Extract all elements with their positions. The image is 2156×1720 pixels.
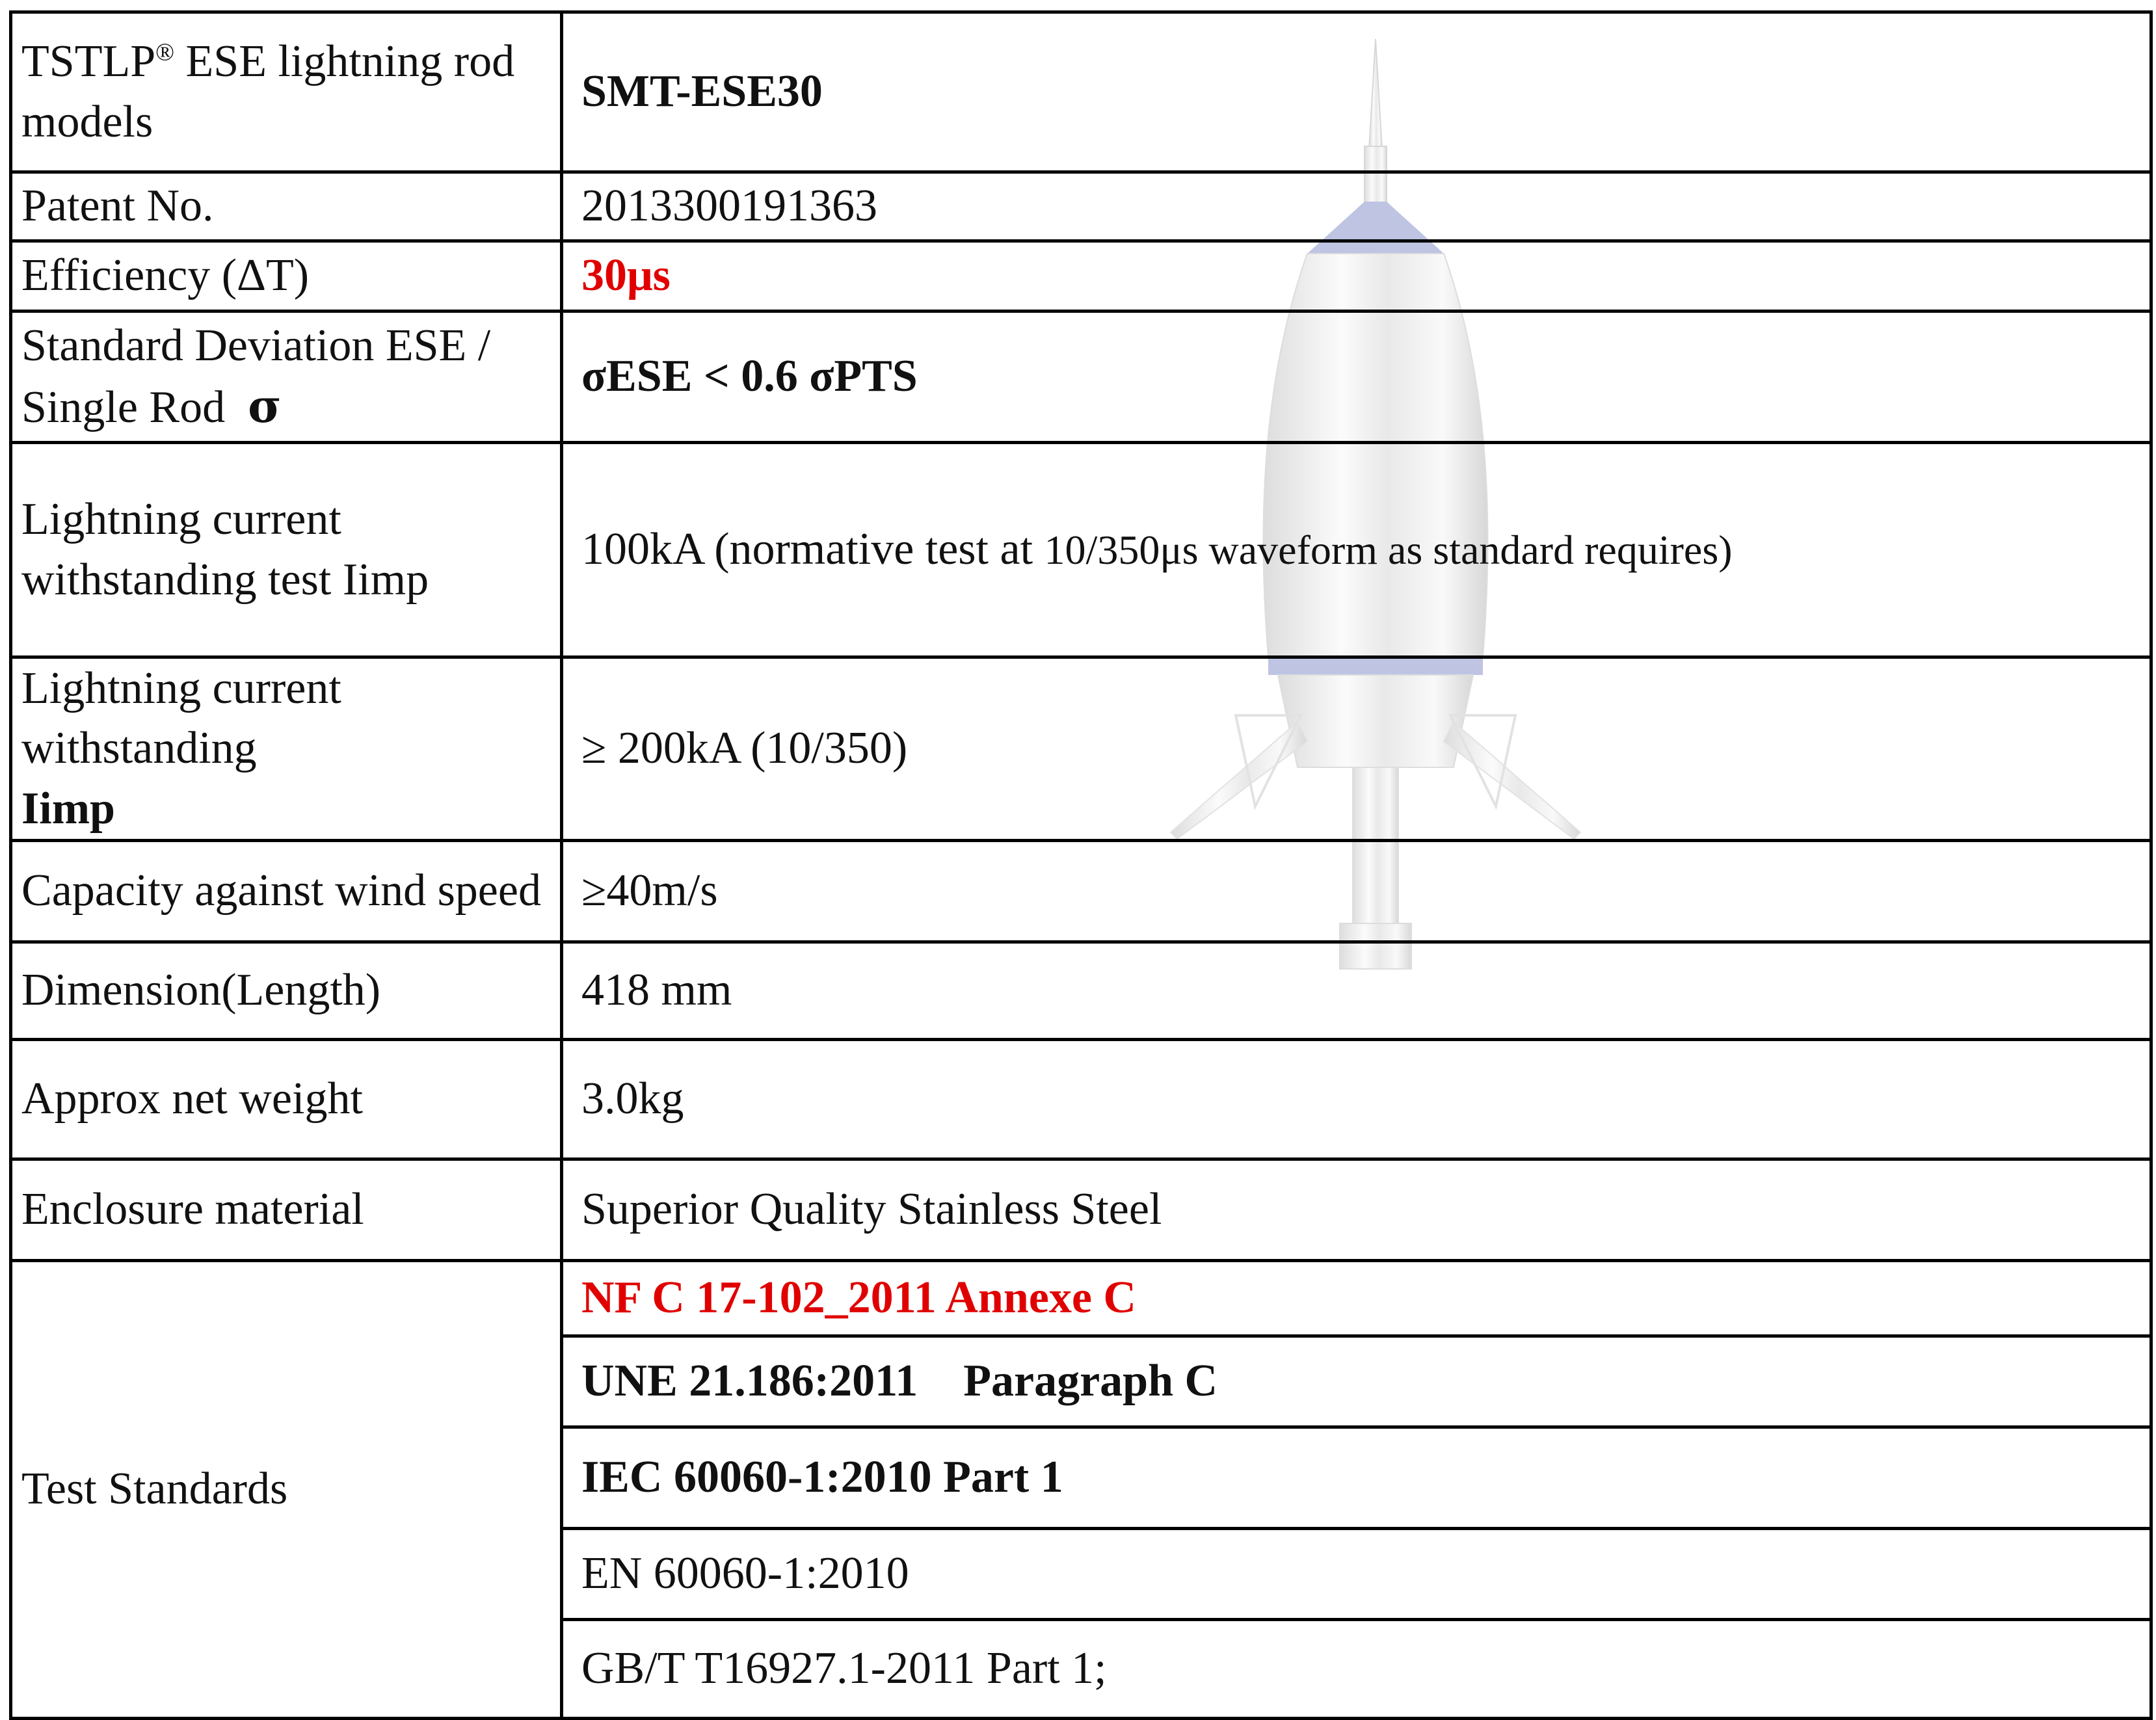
standard-item: GB/T T16927.1-2011 Part 1; (562, 1620, 2151, 1719)
standard-item: EN 60060-1:2010 (562, 1529, 2151, 1620)
standard-item: UNE 21.186:2011 Paragraph C (562, 1336, 2151, 1427)
model-value: SMT-ESE30 (562, 12, 2151, 172)
table-row (11, 1261, 2151, 1336)
dimension-label: Dimension(Length) (11, 942, 562, 1040)
efficiency-label: Efficiency (ΔT) (11, 241, 562, 311)
sigma-symbol: σ (248, 378, 282, 433)
weight-value: 3.0kg (562, 1040, 2151, 1159)
lightning-withstand-label-line1: Lightning current withstanding (21, 663, 341, 774)
table-row (11, 443, 2151, 657)
patent-value: 2013300191363 (562, 172, 2151, 241)
table-row (11, 172, 2151, 241)
lightning-withstand-label (11, 657, 562, 841)
wind-label: Capacity against wind speed (11, 841, 562, 942)
deviation-label-line1: Standard Deviation ESE / (21, 321, 491, 371)
spec-table (9, 10, 2153, 1720)
lightning-withstand-label-line2: Iimp (21, 783, 115, 834)
standard-item: IEC 60060-1:2010 Part 1 (562, 1427, 2151, 1529)
patent-label: Patent No. (11, 172, 562, 241)
deviation-value: σESE < 0.6 σPTS (562, 311, 2151, 443)
table-row (11, 311, 2151, 443)
table-row (11, 1040, 2151, 1159)
table-row (11, 841, 2151, 942)
dimension-value: 418 mm (562, 942, 2151, 1040)
table-row (11, 12, 2151, 172)
deviation-label (11, 311, 562, 443)
standards-label: Test Standards (11, 1261, 562, 1719)
table-row (11, 942, 2151, 1040)
model-label-text: ESE lightning rod models (21, 36, 515, 147)
wind-value: ≥40m/s (562, 841, 2151, 942)
enclosure-label: Enclosure material (11, 1159, 562, 1261)
model-label (11, 12, 562, 172)
efficiency-value: 30μs (562, 241, 2151, 311)
table-row (11, 1159, 2151, 1261)
lightning-test-value (562, 443, 2151, 657)
table-row (11, 657, 2151, 841)
standard-item: NF C 17-102_2011 Annexe C (562, 1261, 2151, 1336)
enclosure-value: Superior Quality Stainless Steel (562, 1159, 2151, 1261)
deviation-label-line2: Single Rod (21, 382, 226, 432)
weight-label: Approx net weight (11, 1040, 562, 1159)
brand-name: TSTLP (21, 36, 156, 87)
registered-mark: ® (155, 38, 175, 66)
lightning-test-value-main: 100kA (normative test at (581, 524, 1045, 575)
table-row (11, 241, 2151, 311)
lightning-test-label: Lightning current withstanding test Iimp (11, 443, 562, 657)
lightning-withstand-value: ≥ 200kA (10/350) (562, 657, 2151, 841)
lightning-test-value-detail: 10/350μs waveform as standard requires) (1044, 527, 1733, 574)
